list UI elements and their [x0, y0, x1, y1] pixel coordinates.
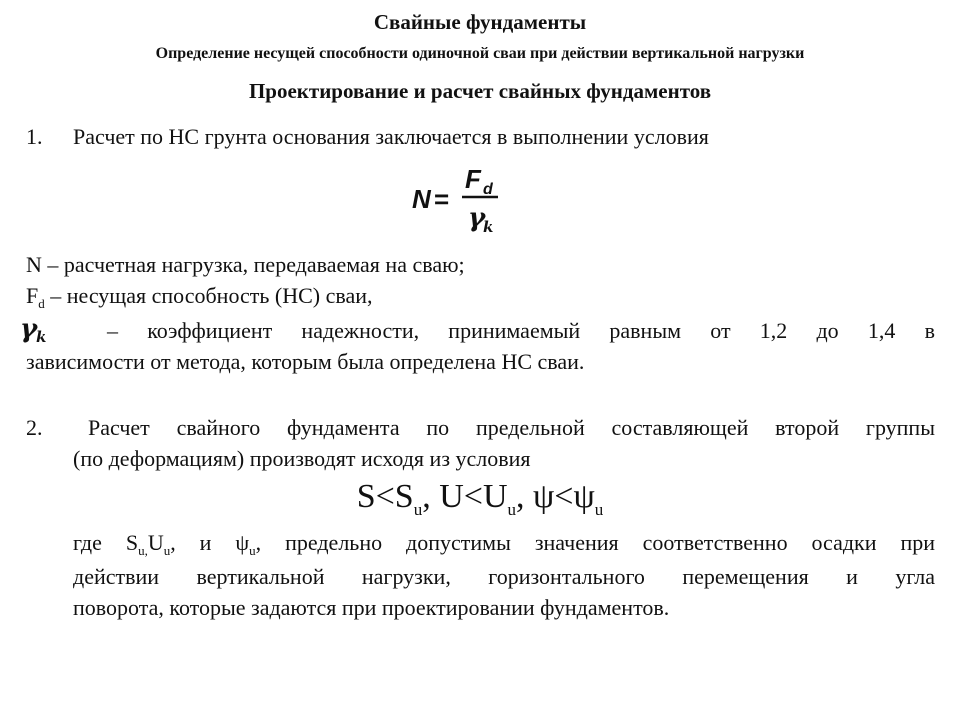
explanation-line1: где $S_{u,}U_u$, и $\psi_u$, предельно допустимы значения соответственно осадки при: [73, 530, 936, 558]
formula1-den: γ: [468, 203, 486, 233]
formula1-num-sub: d: [483, 181, 493, 198]
definition-n: [26, 252, 465, 278]
item1-text: Расчет по НС грунта основания заключается в выполнении условия: [73, 124, 709, 149]
page-title: Свайные фундаменты: [373, 10, 587, 34]
formula1-eq: =: [434, 184, 450, 214]
item2-number: 2.: [26, 415, 43, 440]
section-title: Проектирование и расчет свайных фундаментов: [248, 79, 712, 103]
explanation-line2: действии вертикальной нагрузки, горизонтального перемещения и угла: [73, 564, 935, 589]
explanation-line3: поворота, которые задаются при проектировании фундаментов.: [73, 595, 670, 620]
formula1-num: F: [465, 164, 481, 194]
formula-n-equals-fd-over-gk: [410, 164, 510, 236]
fd-symbol: F: [26, 283, 39, 308]
formula1-lhs: N: [412, 184, 431, 214]
gamma-k-symbol: [20, 314, 64, 348]
item2-line2: (по деформациям) производят исходя из условия: [73, 446, 531, 471]
gk-line2: зависимости от метода, которым была определена НС сваи.: [26, 349, 585, 374]
formula1-den-sub: k: [483, 218, 494, 236]
item2-line1: Расчет свайного фундамента по предельной составляющей второй группы: [88, 415, 935, 440]
page-subtitle: Определение несущей способности одиночной сваи при действии вертикальной нагрузки: [155, 45, 805, 62]
formula-limits: $S<S_u$, $U<U_u$, $\psi<\psi_u$: [356, 478, 604, 519]
gk-line1: – коэффициент надежности, принимаемый равным от 1,2 до 1,4 в: [107, 318, 935, 343]
svg-text:γ: γ: [20, 314, 38, 344]
n-symbol: N: [26, 252, 42, 277]
fd-sub: d: [38, 296, 45, 311]
n-text: – расчетная нагрузка, передаваемая на сваю;: [47, 252, 465, 277]
item1-number: 1.: [26, 124, 43, 149]
svg-text:k: k: [36, 328, 47, 346]
definition-fd: [26, 283, 373, 312]
fd-text: – несущая способность (НС) сваи,: [50, 283, 373, 308]
